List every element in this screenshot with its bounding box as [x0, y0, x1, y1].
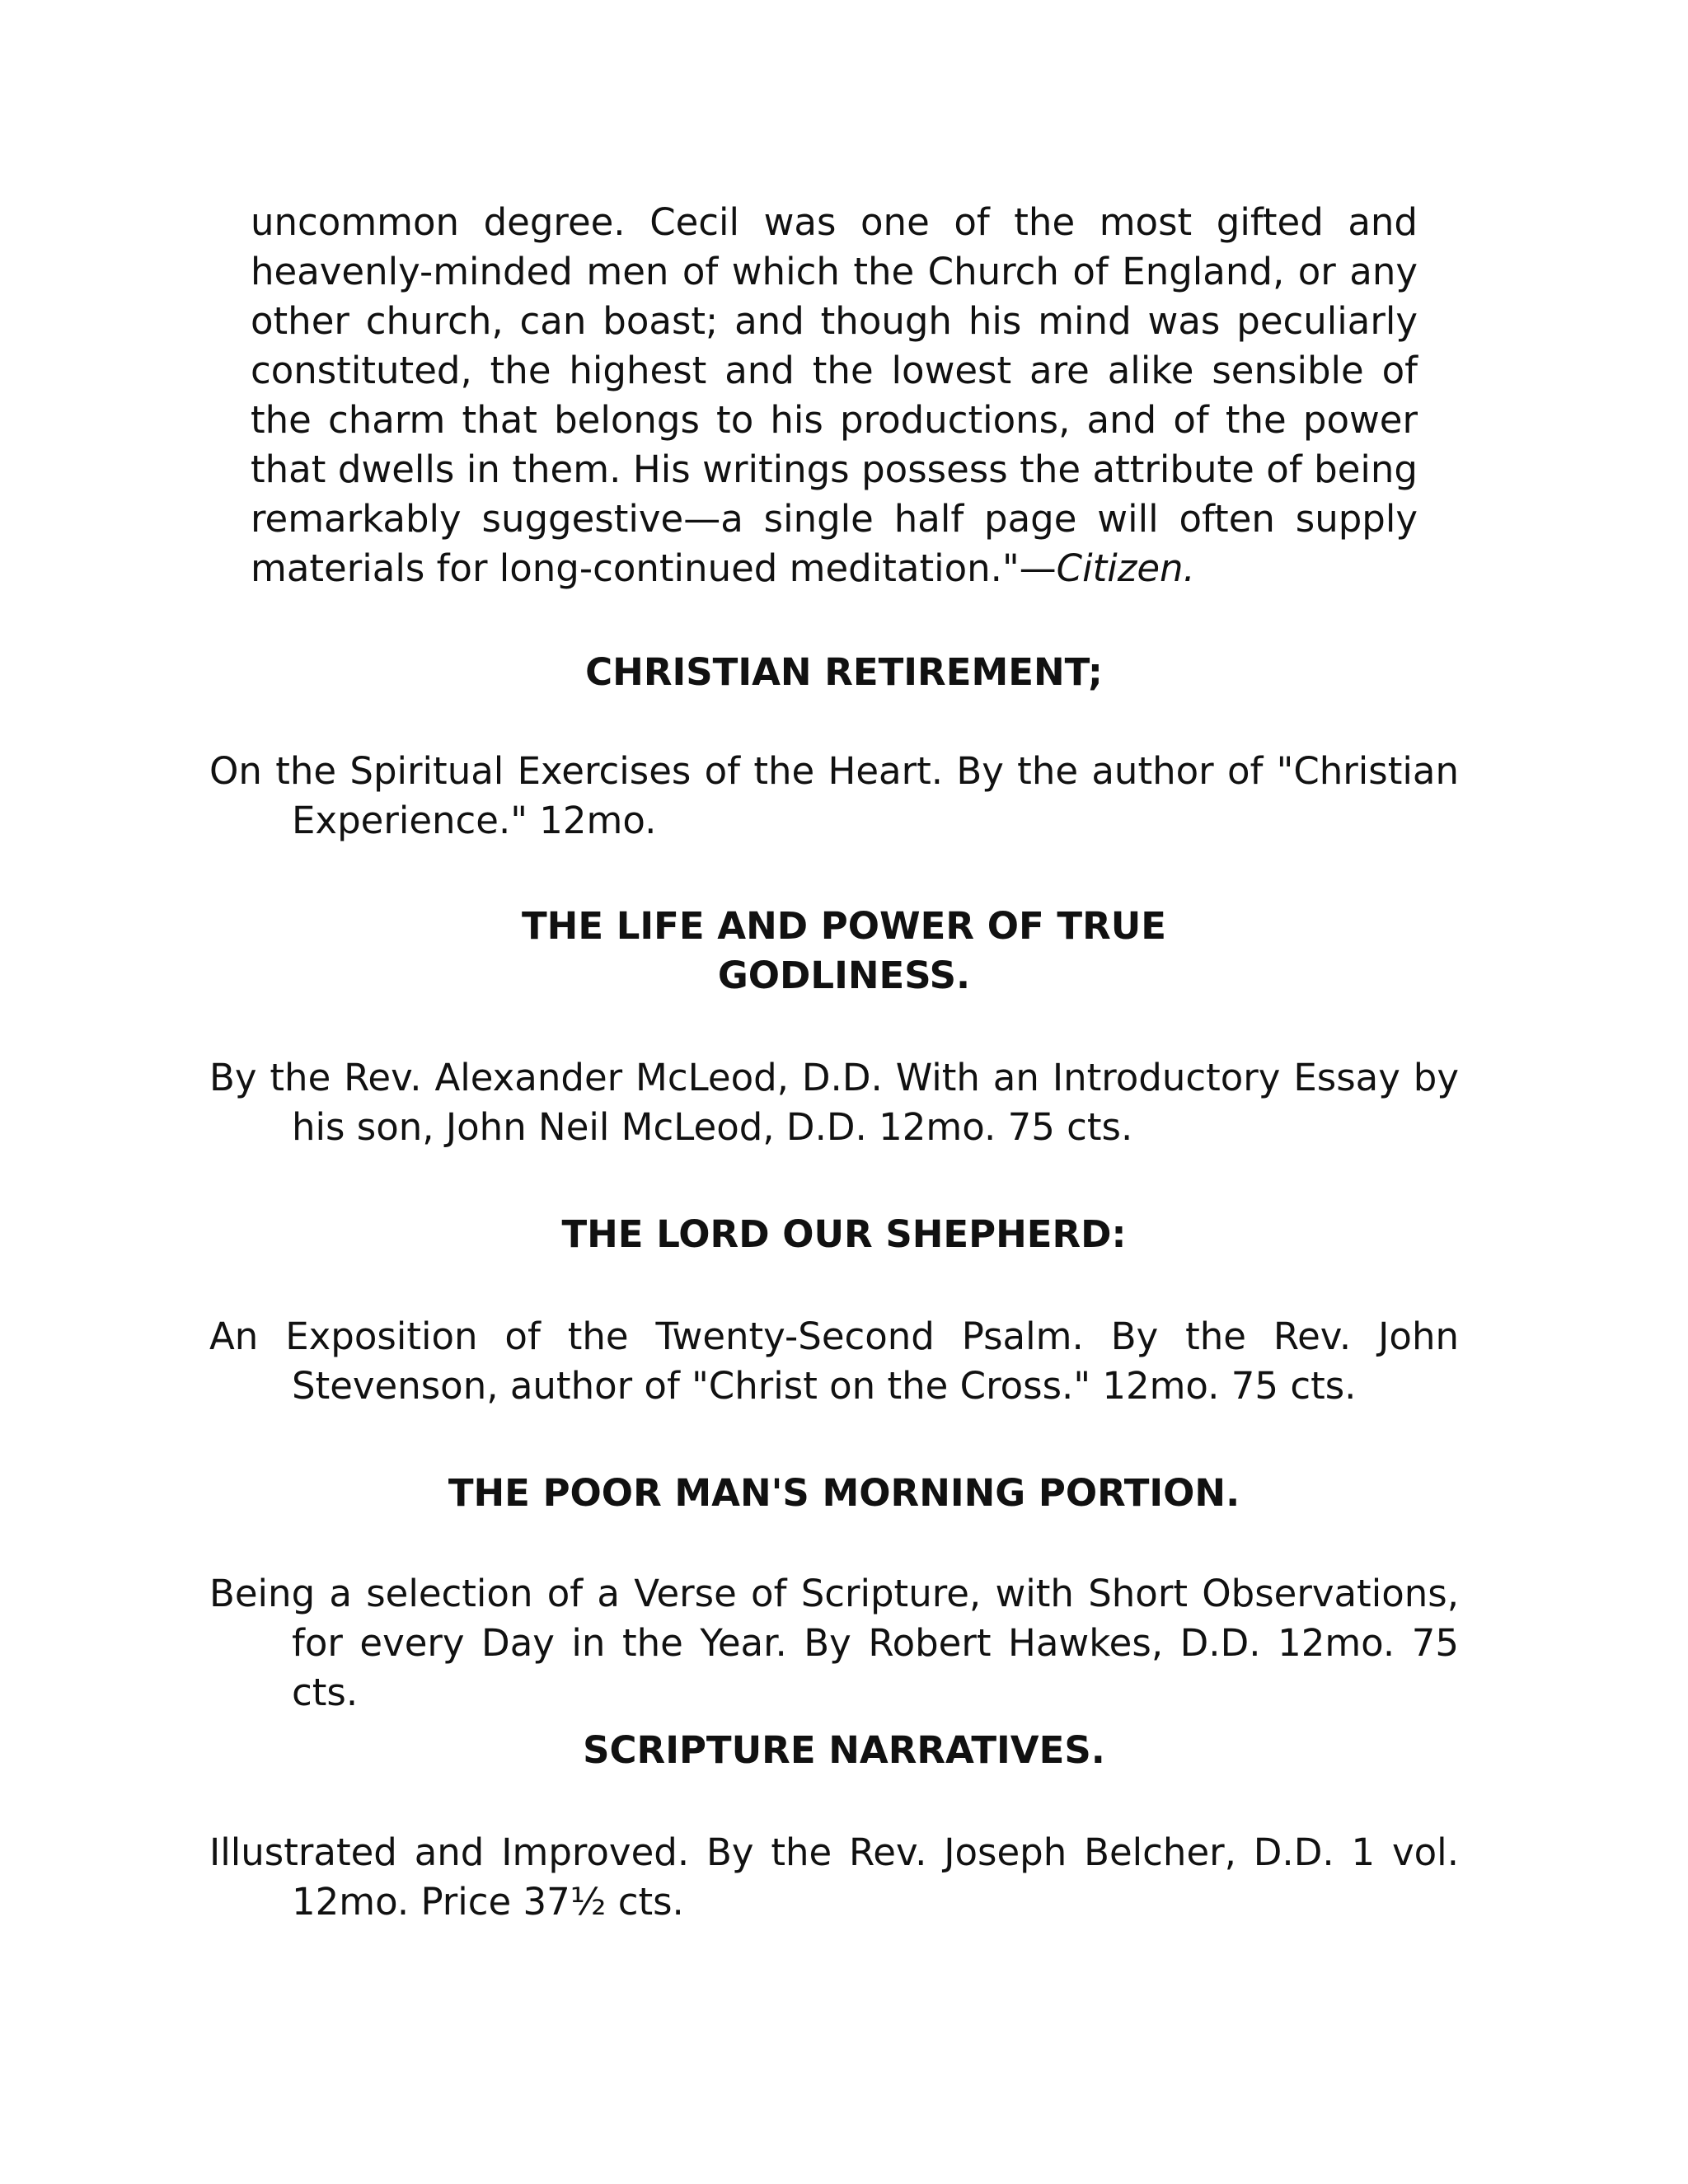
entry-title-line: CHRISTIAN RETIREMENT; — [585, 650, 1103, 694]
entry-description-christian-retirement: On the Spiritual Exercises of the Heart. By the author of "Christian Experience." 12mo. — [209, 749, 1459, 842]
entry-title-poor-mans-morning — [0, 1469, 1688, 1518]
entry-title-line: THE LIFE AND POWER OF TRUE — [521, 904, 1167, 948]
entry-description-life-and-power: By the Rev. Alexander McLeod, D.D. With an Introductory Essay by his son, John Neil McLeod, D.D. 12mo. 75 cts. — [209, 1056, 1459, 1149]
entry-title-line: THE POOR MAN'S MORNING PORTION. — [448, 1471, 1240, 1515]
entry-description-lord-our-shepherd: An Exposition of the Twenty-Second Psalm. By the Rev. John Stevenson, author of "Christ on the Cross." 12mo. 75 cts. — [209, 1315, 1459, 1408]
entry-description-poor-mans-morning: Being a selection of a Verse of Scripture, with Short Observations, for every Day in the Year. By Robert Hawkes, D.D. 12mo. 75 cts. — [209, 1572, 1459, 1714]
entry-title-life-and-power — [0, 902, 1688, 1001]
quote-citation: Citizen. — [1056, 546, 1195, 590]
entry-title-lord-our-shepherd — [0, 1210, 1688, 1259]
entry-description-scripture-narratives: Illustrated and Improved. By the Rev. Joseph Belcher, D.D. 1 vol. 12mo. Price 37½ cts. — [209, 1830, 1459, 1924]
entry-title-line: SCRIPTURE NARRATIVES. — [583, 1728, 1105, 1772]
entry-title-christian-retirement — [0, 648, 1688, 697]
entry-title-scripture-narratives — [0, 1726, 1688, 1775]
entry-title-line: GODLINESS. — [717, 954, 971, 997]
review-quote — [251, 198, 1418, 593]
entry-title-line: THE LORD OUR SHEPHERD: — [561, 1212, 1127, 1256]
quote-text: uncommon degree. Cecil was one of the most gifted and heavenly-minded men of which the Church of England, or any other church, can boast; and though his mind was peculiarly constituted, the highest and the lowest are alike sensible of the charm that belongs to his productions, and of the power that dwells in them. His writings possess the attribute of being remarkably suggestive—a single half page will often supply materials for long-continued meditation."— — [251, 200, 1418, 590]
